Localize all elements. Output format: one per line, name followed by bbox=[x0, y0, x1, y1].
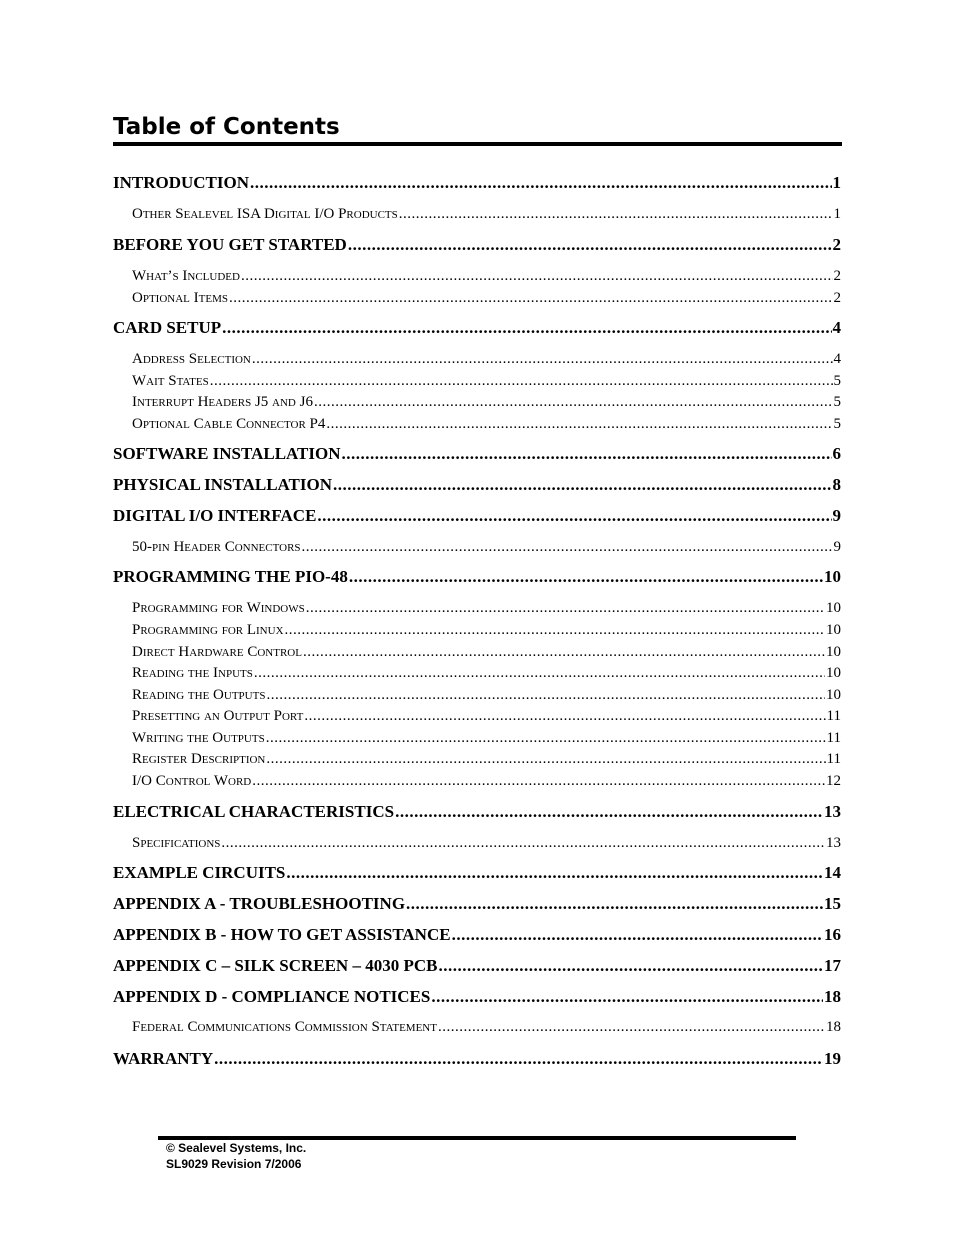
toc-entry-label: Writing the Outputs bbox=[132, 730, 265, 746]
toc-entry-minor[interactable] bbox=[132, 536, 841, 558]
toc-dot-leader bbox=[452, 924, 823, 946]
toc-entry-label: 50-pin Header Connectors bbox=[132, 539, 301, 555]
toc-entry-label: Federal Communications Commission Statement bbox=[132, 1019, 437, 1035]
toc-entry-label: Programming for Windows bbox=[132, 600, 305, 616]
footer-revision: SL9029 Revision 7/2006 bbox=[166, 1157, 302, 1171]
toc-dot-leader bbox=[314, 391, 833, 413]
toc-entry-minor[interactable] bbox=[132, 770, 841, 792]
toc-entry-page: 10 bbox=[824, 567, 841, 586]
toc-dot-leader bbox=[222, 317, 831, 339]
toc-entry-label: Specifications bbox=[132, 835, 221, 851]
toc-entry-major[interactable] bbox=[113, 893, 841, 915]
toc-entry-minor[interactable] bbox=[132, 619, 841, 641]
toc-entry-page: 5 bbox=[833, 416, 841, 432]
toc-entry-major[interactable] bbox=[113, 955, 841, 977]
toc-entry-minor[interactable] bbox=[132, 370, 841, 392]
toc-entry-label: PROGRAMMING THE PIO-48 bbox=[113, 567, 348, 586]
toc-entry-page: 17 bbox=[824, 956, 841, 975]
toc-entry-page: 2 bbox=[833, 268, 841, 284]
toc-entry-page: 8 bbox=[832, 475, 841, 494]
toc-dot-leader bbox=[317, 505, 831, 527]
toc-entry-label: CARD SETUP bbox=[113, 318, 222, 337]
toc-dot-leader bbox=[438, 1016, 825, 1038]
toc-entry-major[interactable] bbox=[113, 924, 841, 946]
toc-entry-minor[interactable] bbox=[132, 597, 841, 619]
toc-dot-leader bbox=[438, 955, 823, 977]
toc-dot-leader bbox=[252, 348, 833, 370]
toc-entry-minor[interactable] bbox=[132, 413, 841, 435]
toc-entry-label: Optional Items bbox=[132, 290, 228, 306]
toc-dot-leader bbox=[266, 727, 826, 749]
toc-entry-label: PHYSICAL INSTALLATION bbox=[113, 475, 333, 494]
toc-dot-leader bbox=[349, 566, 823, 588]
toc-entry-label: APPENDIX A - TROUBLESHOOTING bbox=[113, 894, 406, 913]
toc-dot-leader bbox=[210, 370, 833, 392]
toc-entry-major[interactable] bbox=[113, 172, 841, 194]
toc-entry-major[interactable] bbox=[113, 443, 841, 465]
toc-entry-minor[interactable] bbox=[132, 348, 841, 370]
toc-entry-page: 19 bbox=[824, 1049, 841, 1068]
toc-dot-leader bbox=[252, 770, 825, 792]
toc-entry-label: INTRODUCTION bbox=[113, 173, 250, 192]
toc-entry-label: What’s Included bbox=[132, 268, 240, 284]
toc-dot-leader bbox=[214, 1048, 823, 1070]
toc-dot-leader bbox=[266, 748, 825, 770]
toc-entry-minor[interactable] bbox=[132, 727, 841, 749]
toc-entry-label: APPENDIX D - COMPLIANCE NOTICES bbox=[113, 987, 431, 1006]
toc-entry-page: 11 bbox=[826, 708, 841, 724]
toc-entry-minor[interactable] bbox=[132, 684, 841, 706]
toc-entry-major[interactable] bbox=[113, 566, 841, 588]
toc-entry-minor[interactable] bbox=[132, 391, 841, 413]
toc-entry-page: 14 bbox=[824, 863, 841, 882]
toc-entry-label: Reading the Inputs bbox=[132, 665, 253, 681]
toc-dot-leader bbox=[306, 597, 825, 619]
toc-entry-major[interactable] bbox=[113, 234, 841, 256]
toc-entry-minor[interactable] bbox=[132, 748, 841, 770]
toc-entry-minor[interactable] bbox=[132, 662, 841, 684]
toc-entry-page: 9 bbox=[833, 539, 841, 555]
toc-entry-page: 10 bbox=[826, 600, 841, 616]
toc-entry-label: WARRANTY bbox=[113, 1049, 214, 1068]
toc-entry-minor[interactable] bbox=[132, 705, 841, 727]
toc-entry-page: 11 bbox=[826, 751, 841, 767]
toc-dot-leader bbox=[399, 203, 833, 225]
toc-entry-page: 2 bbox=[832, 235, 841, 254]
toc-entry-page: 4 bbox=[832, 318, 841, 337]
toc-dot-leader bbox=[395, 801, 823, 823]
toc-entry-label: Register Description bbox=[132, 751, 266, 767]
toc-dot-leader bbox=[241, 265, 833, 287]
toc-entry-label: Other Sealevel ISA Digital I/O Products bbox=[132, 206, 398, 222]
toc-entry-major[interactable] bbox=[113, 474, 841, 496]
toc-entry-minor[interactable] bbox=[132, 287, 841, 309]
toc-entry-page: 1 bbox=[833, 206, 841, 222]
toc-entry-label: EXAMPLE CIRCUITS bbox=[113, 863, 286, 882]
toc-entry-minor[interactable] bbox=[132, 265, 841, 287]
toc-entry-label: Address Selection bbox=[132, 351, 251, 367]
toc-dot-leader bbox=[342, 443, 832, 465]
toc-dot-leader bbox=[266, 684, 825, 706]
toc-dot-leader bbox=[250, 172, 831, 194]
toc-dot-leader bbox=[302, 536, 833, 558]
toc-entry-page: 13 bbox=[826, 835, 841, 851]
toc-dot-leader bbox=[254, 662, 825, 684]
toc-entry-label: Presetting an Output Port bbox=[132, 708, 304, 724]
toc-entry-label: Direct Hardware Control bbox=[132, 644, 302, 660]
toc-entry-major[interactable] bbox=[113, 317, 841, 339]
toc-entry-major[interactable] bbox=[113, 801, 841, 823]
toc-entry-page: 18 bbox=[824, 987, 841, 1006]
toc-entry-label: APPENDIX C – SILK SCREEN – 4030 PCB bbox=[113, 956, 438, 975]
toc-entry-page: 1 bbox=[832, 173, 841, 192]
toc-entry-minor[interactable] bbox=[132, 832, 841, 854]
toc-dot-leader bbox=[229, 287, 833, 309]
toc-entry-label: Programming for Linux bbox=[132, 622, 284, 638]
toc-entry-page: 4 bbox=[833, 351, 841, 367]
toc-dot-leader bbox=[221, 832, 825, 854]
toc-dot-leader bbox=[431, 986, 823, 1008]
toc-entry-page: 11 bbox=[826, 730, 841, 746]
toc-entry-page: 10 bbox=[826, 622, 841, 638]
footer-rule bbox=[158, 1136, 796, 1140]
toc-dot-leader bbox=[303, 641, 825, 663]
toc-entry-label: Optional Cable Connector P4 bbox=[132, 416, 326, 432]
toc-dot-leader bbox=[285, 619, 825, 641]
toc-entry-page: 5 bbox=[833, 373, 841, 389]
toc-entry-label: Wait States bbox=[132, 373, 209, 389]
toc-entry-page: 6 bbox=[832, 444, 841, 463]
toc-entry-label: SOFTWARE INSTALLATION bbox=[113, 444, 341, 463]
toc-entry-page: 18 bbox=[826, 1019, 841, 1035]
toc-entry-page: 16 bbox=[824, 925, 841, 944]
toc-entry-major[interactable] bbox=[113, 862, 841, 884]
toc-entry-label: APPENDIX B - HOW TO GET ASSISTANCE bbox=[113, 925, 451, 944]
toc-entry-minor[interactable] bbox=[132, 203, 841, 225]
toc-dot-leader bbox=[286, 862, 823, 884]
footer-copyright: © Sealevel Systems, Inc. bbox=[166, 1141, 307, 1155]
toc-entry-page: 15 bbox=[824, 894, 841, 913]
toc-entry-minor[interactable] bbox=[132, 641, 841, 663]
toc-dot-leader bbox=[348, 234, 832, 256]
toc-entry-page: 13 bbox=[824, 802, 841, 821]
toc-entry-page: 9 bbox=[832, 506, 841, 525]
toc-dot-leader bbox=[333, 474, 831, 496]
toc-entry-label: ELECTRICAL CHARACTERISTICS bbox=[113, 802, 395, 821]
toc-entry-page: 10 bbox=[826, 644, 841, 660]
toc-entry-label: BEFORE YOU GET STARTED bbox=[113, 235, 347, 254]
toc-entry-label: DIGITAL I/O INTERFACE bbox=[113, 506, 317, 525]
toc-entry-page: 2 bbox=[833, 290, 841, 306]
toc-entry-page: 12 bbox=[826, 773, 841, 789]
toc-entry-label: Interrupt Headers J5 and J6 bbox=[132, 394, 313, 410]
toc-entry-major[interactable] bbox=[113, 1048, 841, 1070]
toc-entry-label: Reading the Outputs bbox=[132, 687, 266, 703]
toc-entry-major[interactable] bbox=[113, 986, 841, 1008]
toc-entry-page: 10 bbox=[826, 687, 841, 703]
page-title: Table of Contents bbox=[113, 113, 842, 146]
toc-entry-page: 10 bbox=[826, 665, 841, 681]
toc-dot-leader bbox=[326, 413, 832, 435]
toc-dot-leader bbox=[304, 705, 825, 727]
toc-entry-major[interactable] bbox=[113, 505, 841, 527]
toc-entry-page: 5 bbox=[833, 394, 841, 410]
toc-dot-leader bbox=[406, 893, 823, 915]
toc-entry-label: I/O Control Word bbox=[132, 773, 252, 789]
toc-entry-minor[interactable] bbox=[132, 1016, 841, 1038]
